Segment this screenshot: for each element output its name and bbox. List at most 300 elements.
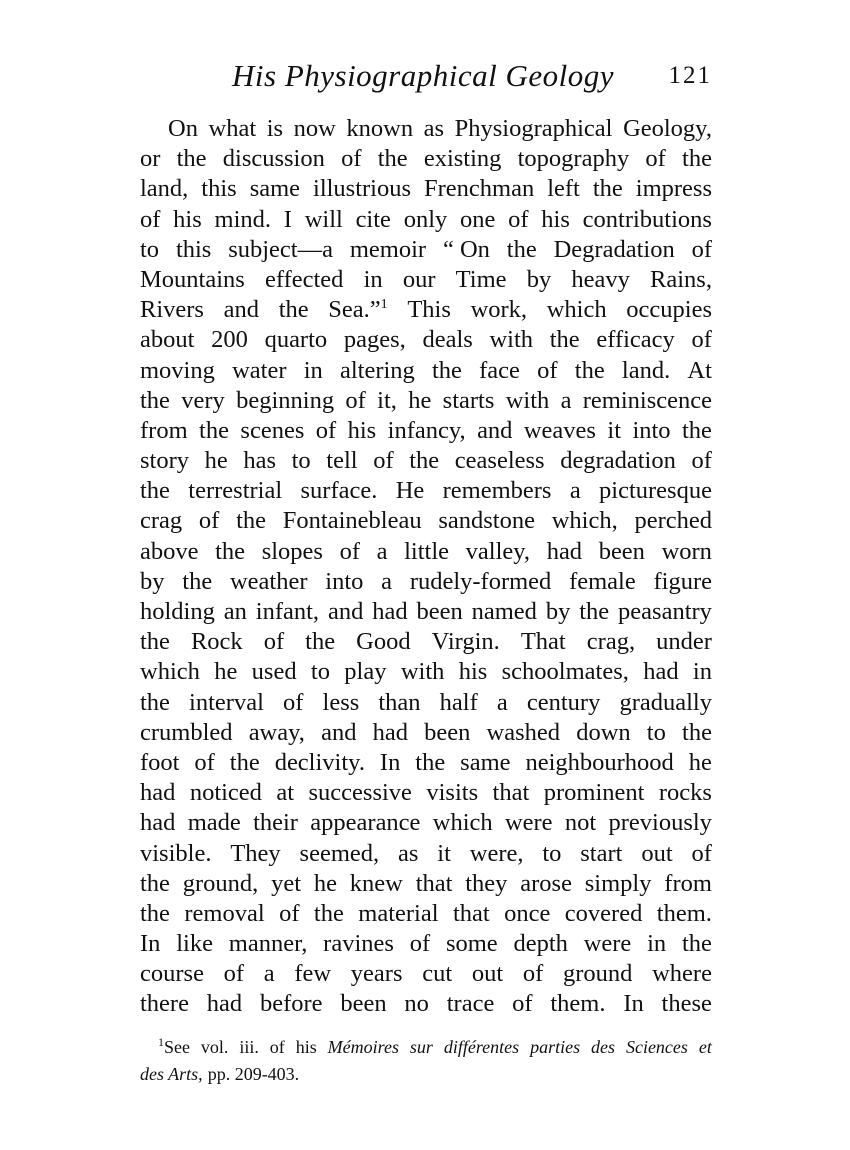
word: moving: [140, 356, 215, 384]
word: of: [345, 386, 366, 414]
word: he: [214, 658, 238, 686]
word: which: [140, 658, 200, 686]
word: by: [526, 265, 552, 293]
text-line: [140, 144, 712, 174]
word: prominent: [543, 779, 645, 807]
word: face: [479, 356, 520, 384]
word: the: [140, 688, 170, 716]
word: of: [223, 960, 245, 988]
word: it,: [377, 386, 397, 414]
word: of: [691, 235, 712, 263]
word: figure: [653, 567, 712, 595]
word: and: [327, 598, 364, 625]
word: had: [140, 809, 176, 837]
word: Rock: [190, 628, 243, 656]
word: them.: [656, 899, 712, 927]
word: différentes: [443, 1037, 520, 1057]
word: This: [407, 296, 451, 324]
word: above: [140, 537, 199, 565]
word: of: [263, 628, 285, 656]
word: the: [592, 175, 623, 203]
word: that: [415, 869, 453, 897]
word: the: [579, 598, 610, 625]
text-line: [140, 627, 712, 657]
word: sur: [409, 1037, 433, 1057]
text-line: [140, 778, 712, 808]
word: were: [583, 930, 632, 958]
word: by: [140, 567, 165, 595]
word: Mountains: [140, 265, 245, 293]
word: in: [303, 356, 323, 384]
word: successive: [308, 779, 412, 807]
word: about: [140, 326, 195, 354]
word: the: [574, 356, 605, 384]
word: In: [379, 748, 401, 776]
word: like: [176, 930, 213, 958]
word: half: [439, 688, 478, 716]
text-line: [140, 839, 712, 869]
word: a: [376, 537, 388, 565]
word: of: [373, 447, 394, 475]
word: were,: [469, 839, 524, 867]
word: of: [269, 1037, 285, 1057]
word: and: [223, 296, 260, 324]
word: their: [253, 809, 298, 837]
word: the: [377, 145, 408, 173]
word: he: [408, 386, 432, 414]
word: these: [661, 990, 712, 1018]
word: under: [656, 628, 712, 656]
word: our: [402, 265, 436, 293]
word: remembers: [442, 477, 552, 505]
word: depth: [513, 930, 568, 958]
word: a: [569, 477, 581, 505]
word: the: [681, 930, 712, 958]
word: only: [403, 205, 448, 233]
word: out: [471, 960, 504, 988]
word: surface.: [300, 477, 378, 505]
word: the: [549, 326, 580, 354]
text-line: [140, 657, 712, 687]
word: they: [465, 869, 508, 897]
word: land,: [140, 175, 189, 203]
word: schoolmates,: [501, 658, 629, 686]
word: Fontainebleau: [282, 507, 422, 535]
word: of: [194, 748, 215, 776]
word: before: [259, 990, 323, 1018]
word: some: [445, 930, 498, 958]
word: of: [282, 688, 304, 716]
word: the: [432, 356, 462, 384]
word: away,: [248, 718, 305, 746]
running-head: [140, 58, 712, 98]
word: beginning: [236, 386, 335, 414]
word: reminiscence: [582, 386, 712, 414]
word: than: [378, 688, 421, 716]
word: quarto: [264, 326, 328, 354]
text-line: [140, 446, 712, 476]
word: the: [140, 628, 170, 656]
word: the: [409, 447, 440, 475]
word: play: [344, 658, 387, 686]
text-line: [140, 386, 712, 416]
word: which: [546, 296, 607, 324]
word: a: [263, 960, 275, 988]
word: appearance: [310, 809, 421, 837]
text-line: [140, 959, 712, 989]
word: Mémoires: [327, 1037, 399, 1057]
word: des: [591, 1037, 616, 1057]
word: of: [341, 145, 362, 173]
word: cut: [422, 960, 453, 988]
word: had: [206, 990, 243, 1018]
running-title: His Physiographical Geology: [232, 58, 615, 93]
word: the: [215, 537, 246, 565]
word: start: [580, 839, 623, 867]
word: of: [691, 839, 712, 867]
word: used: [251, 658, 297, 686]
word: water: [232, 356, 287, 384]
word: it: [607, 416, 622, 444]
text-line: [140, 476, 712, 506]
word: his: [458, 658, 488, 686]
word: On: [168, 115, 198, 142]
word: that: [452, 899, 490, 927]
word: previously: [608, 809, 712, 837]
word: few: [294, 960, 332, 988]
word: the: [681, 416, 712, 444]
text-line: [140, 989, 712, 1019]
word: in: [363, 265, 383, 293]
word: named: [471, 598, 537, 625]
footnote-marker: 1: [158, 1035, 164, 1049]
text-line: [140, 265, 712, 295]
text-line: [140, 688, 712, 718]
word: the: [140, 899, 170, 927]
text-line: [140, 748, 712, 778]
word: from: [140, 416, 188, 444]
footnote-line: [140, 1061, 712, 1088]
word: Rivers: [140, 296, 204, 324]
word: simply: [584, 869, 652, 897]
word: not: [564, 809, 597, 837]
footnote-reference[interactable]: 1: [380, 297, 388, 313]
word: degradation: [560, 447, 676, 475]
body-text: [140, 114, 712, 1020]
word: crag: [140, 507, 183, 535]
word: contributions: [582, 205, 712, 233]
word: were: [504, 809, 553, 837]
word: with: [400, 658, 445, 686]
word: down: [576, 718, 631, 746]
word: where: [652, 960, 712, 988]
word: I: [283, 205, 292, 233]
word: Degradation: [553, 235, 675, 263]
word: covered: [564, 899, 643, 927]
word: the: [182, 567, 213, 595]
word: very: [181, 386, 225, 414]
word: illustrious: [313, 175, 412, 203]
word: perched: [634, 507, 712, 535]
word: weaves: [523, 416, 596, 444]
word: of: [537, 356, 558, 384]
word: of: [409, 930, 431, 958]
word: scenes: [240, 416, 305, 444]
word: and: [477, 416, 513, 444]
word: no: [404, 990, 429, 1018]
text-line: [140, 325, 712, 355]
word: to: [140, 235, 160, 263]
word: the: [682, 718, 712, 746]
word: infant,: [255, 598, 320, 625]
word: crag,: [586, 628, 636, 656]
word: Virgin.: [431, 628, 500, 656]
word: been: [598, 537, 645, 565]
word: it: [437, 839, 451, 867]
word: to: [646, 718, 666, 746]
word: of: [140, 205, 161, 233]
word: weather: [229, 567, 308, 595]
word: 200: [211, 326, 248, 354]
word: of: [691, 447, 712, 475]
word: “ On: [442, 235, 490, 263]
word: from: [664, 869, 712, 897]
word: In: [623, 990, 644, 1018]
word: mind.: [214, 205, 272, 233]
word: known: [346, 115, 414, 142]
footnote-start: [158, 1034, 190, 1061]
word: the: [415, 748, 446, 776]
word: and: [321, 718, 357, 746]
word: story: [140, 447, 189, 475]
word: infancy,: [387, 416, 466, 444]
text-line: [140, 899, 712, 929]
word: See: [164, 1037, 190, 1057]
word: picturesque: [599, 477, 712, 505]
word: At: [687, 356, 712, 384]
word: been: [424, 718, 471, 746]
word: declivity.: [274, 748, 365, 776]
word: of: [198, 507, 220, 535]
word: trace: [446, 990, 495, 1018]
word: a: [496, 688, 508, 716]
word: the: [140, 869, 170, 897]
word: he: [313, 869, 337, 897]
word: of: [645, 145, 666, 173]
word: the: [176, 145, 207, 173]
word: worn: [661, 537, 712, 565]
word: into: [632, 416, 671, 444]
word: the: [199, 416, 229, 444]
word: Geology,: [623, 115, 712, 142]
word: that: [492, 779, 530, 807]
word: ground: [562, 960, 633, 988]
word: slopes: [261, 537, 323, 565]
word: yet: [271, 869, 302, 897]
text-line: [140, 537, 712, 567]
word: had: [546, 537, 583, 565]
word: occupies: [626, 296, 712, 324]
word: the: [236, 507, 267, 535]
word: Good: [356, 628, 411, 656]
word: seemed,: [299, 839, 380, 867]
word: is: [266, 115, 284, 142]
word: had: [140, 779, 176, 807]
word: visits: [426, 779, 479, 807]
word: crumbled: [140, 718, 233, 746]
text-line: [140, 808, 712, 838]
word: this: [201, 175, 237, 203]
word: the: [313, 899, 344, 927]
word: his: [541, 205, 570, 233]
word: In: [140, 930, 161, 958]
word: of: [508, 205, 529, 233]
word: of: [522, 960, 544, 988]
word: efficacy: [596, 326, 675, 354]
word: of: [512, 990, 533, 1018]
word: once: [504, 899, 551, 927]
word: his: [347, 416, 377, 444]
word: arose: [520, 869, 572, 897]
word: the: [305, 628, 336, 656]
word: sandstone: [438, 507, 535, 535]
word: Frenchman: [424, 175, 535, 203]
text-line: [140, 235, 712, 265]
word: been: [416, 598, 463, 625]
word: in: [692, 658, 712, 686]
word: terrestrial: [188, 477, 283, 505]
word: course: [140, 960, 204, 988]
word: which: [432, 809, 493, 837]
word: which,: [551, 507, 618, 535]
word: this: [175, 235, 212, 263]
text-line: [140, 567, 712, 597]
word: as: [397, 839, 419, 867]
word: valley,: [465, 537, 531, 565]
word: gradually: [619, 688, 712, 716]
word: had: [372, 718, 408, 746]
word: had: [643, 658, 679, 686]
word: knew: [349, 869, 403, 897]
word: Time: [455, 265, 507, 293]
word: them.: [550, 990, 606, 1018]
word: starts: [442, 386, 495, 414]
text-line: [140, 174, 712, 204]
word: to: [542, 839, 562, 867]
word: one: [460, 205, 496, 233]
word: foot: [140, 748, 180, 776]
word: discussion: [222, 145, 325, 173]
word: impress: [635, 175, 712, 203]
word: land.: [621, 356, 671, 384]
word: he: [688, 748, 712, 776]
text-line: [140, 506, 712, 536]
word: That: [520, 628, 566, 656]
word: there: [140, 990, 189, 1018]
word: to: [291, 447, 311, 475]
word: parties: [530, 1037, 581, 1057]
footnote-line: [140, 1034, 712, 1061]
word: subject—a: [228, 235, 333, 263]
word: interval: [189, 688, 264, 716]
word: pages,: [343, 326, 406, 354]
word: less: [322, 688, 360, 716]
word: a: [560, 386, 572, 414]
word: he: [204, 447, 228, 475]
word: been: [340, 990, 387, 1018]
word: his: [173, 205, 202, 233]
word: iii.: [239, 1037, 259, 1057]
footnote-title-end: des Arts,: [140, 1064, 203, 1084]
text-line: [140, 869, 712, 899]
word: the: [140, 386, 170, 414]
word: neighbourhood: [525, 748, 674, 776]
word: deals: [422, 326, 473, 354]
word: with: [489, 326, 534, 354]
word: an: [223, 598, 247, 625]
word: the: [140, 477, 170, 505]
word: rudely-formed: [409, 567, 552, 595]
word: had: [372, 598, 408, 625]
word: at: [276, 779, 295, 807]
word: material: [358, 899, 439, 927]
word: peasantry: [618, 598, 712, 625]
word: rocks: [658, 779, 712, 807]
word: vol.: [200, 1037, 229, 1057]
word: effected: [264, 265, 344, 293]
word: has: [243, 447, 277, 475]
word: as: [423, 115, 445, 142]
word: washed: [486, 718, 561, 746]
word: of: [315, 416, 337, 444]
text-line: [140, 356, 712, 386]
word: of: [691, 326, 712, 354]
word: a: [381, 567, 393, 595]
word: years: [350, 960, 403, 988]
word: with: [505, 386, 550, 414]
word: cite: [355, 205, 391, 233]
word: heavy: [571, 265, 630, 293]
word: altering: [339, 356, 415, 384]
word: will: [304, 205, 343, 233]
word: the: [278, 296, 309, 324]
word: of: [339, 537, 360, 565]
text-line: [140, 929, 712, 959]
word: left: [547, 175, 580, 203]
footnote: [140, 1034, 712, 1088]
word: ravines: [323, 930, 394, 958]
word: his: [295, 1037, 317, 1057]
word: topography: [517, 145, 630, 173]
text-line: [140, 205, 712, 235]
word: the: [229, 748, 260, 776]
word: out: [641, 839, 673, 867]
text-line: [140, 416, 712, 446]
word: visible.: [140, 839, 212, 867]
word: the: [682, 145, 712, 173]
word: Physiographical: [454, 115, 613, 142]
word: memoir: [349, 235, 427, 263]
page-number: 121: [668, 62, 712, 89]
word: Sea.”: [328, 296, 381, 324]
text-line: [140, 718, 712, 748]
word: female: [569, 567, 636, 595]
word: to: [310, 658, 330, 686]
word: work,: [470, 296, 528, 324]
word: the: [506, 235, 537, 263]
footnote-pages: pp. 209-403.: [207, 1064, 300, 1084]
word: century: [526, 688, 601, 716]
